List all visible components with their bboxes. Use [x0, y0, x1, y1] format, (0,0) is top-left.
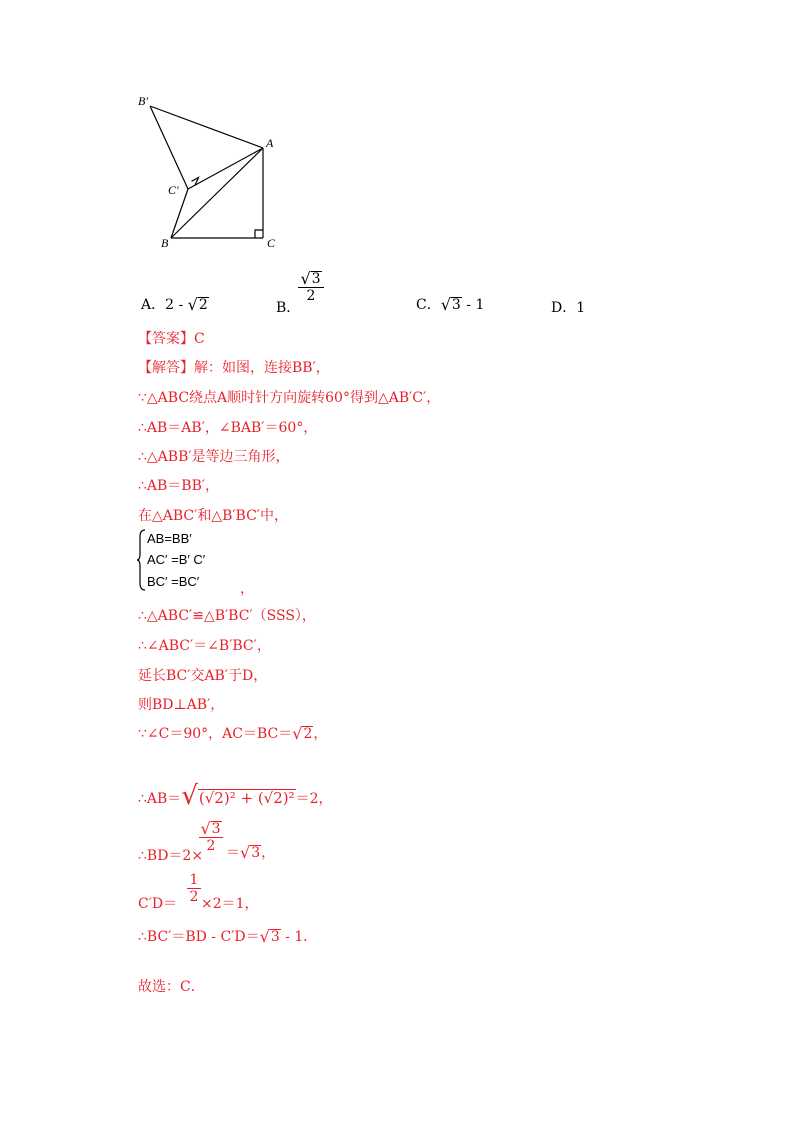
line-13-fraction: √3 2: [199, 820, 223, 854]
option-b-denominator: 2: [306, 288, 316, 305]
option-b-fraction: √3 2: [298, 270, 324, 304]
label-c: C: [267, 236, 276, 250]
option-c-suffix: - 1: [461, 297, 485, 313]
solution-line-10: 则BD⊥AB′，: [138, 697, 225, 713]
system-equation-1: AB=BB′: [147, 531, 192, 546]
solution-line-12: [138, 781, 333, 811]
option-c-sqrt: √3: [440, 295, 461, 314]
option-b-radicand: 3: [311, 271, 321, 287]
line-12-radicand: (√2)² + (√2)²: [198, 789, 295, 807]
segment-a-b: [171, 148, 263, 238]
line-13-sqrt: √3: [240, 843, 261, 862]
right-angle-mark-c: [255, 230, 263, 238]
segment-c-prime-a: [188, 148, 263, 189]
solution-line-13: [138, 845, 203, 865]
label-b-prime: B′: [138, 94, 148, 108]
line-15-sqrt: √3: [259, 927, 280, 946]
line-12-text: ∴AB＝: [138, 791, 182, 807]
line-14-numerator: 1: [189, 872, 199, 888]
solution-line-15: [138, 926, 317, 946]
solution-line-6: 在△ABC′和△B′BC′中，: [138, 508, 288, 524]
line-12-sqrt: √(√2)² + (√2)²: [181, 781, 295, 811]
line-11-suffix: ，: [313, 726, 328, 742]
solution-line-11: [138, 723, 327, 743]
option-c-radicand: 3: [451, 297, 461, 313]
system-brace: [137, 529, 147, 591]
option-c-prefix: C．: [416, 297, 441, 313]
option-a-radicand: 2: [198, 297, 208, 313]
solution-line-4: ∴△ABB′是等边三角形，: [138, 449, 290, 465]
line-13-text: ∴BD＝2×: [138, 848, 204, 864]
solution-line-7: ∴△ABC′≌△B′BC′（SSS），: [138, 608, 316, 624]
solution-line-14: [138, 893, 177, 913]
line-15-text: ∴BC′＝BD - C′D＝: [138, 929, 260, 945]
solution-line-16: 故选：C．: [138, 979, 205, 995]
label-b: B: [161, 236, 169, 250]
solution-line-5: ∴AB＝BB′，: [138, 478, 220, 494]
answer-line: 【答案】C: [138, 331, 205, 347]
line-14-text: C′D＝: [138, 896, 178, 912]
option-a-prefix: A．2 -: [141, 297, 184, 313]
system-equation-2: AC′ =B′ C′: [147, 552, 206, 567]
line-13-rest: [226, 842, 275, 862]
line-11-text: ∵∠C＝90°，AC＝BC＝: [138, 726, 293, 742]
solution-line-1: 【解答】解：如图，连接BB′，: [138, 360, 330, 376]
solution-line-8: ∴∠ABC′＝∠B′BC′，: [138, 638, 271, 654]
line-11-sqrt: √2: [292, 724, 313, 743]
line-13-frac-radicand: 3: [211, 821, 221, 837]
option-a-sqrt: √2: [187, 295, 208, 314]
line-12-suffix: ＝2，: [295, 791, 333, 807]
line-13-equals: ＝: [226, 845, 240, 861]
option-a: [141, 294, 209, 314]
line-13-radicand: 3: [251, 845, 261, 861]
line-13-frac-denominator: 2: [206, 838, 216, 855]
solution-line-3: ∴AB＝AB′，∠BAB′＝60°，: [138, 420, 318, 436]
solution-line-2: ∵△ABC绕点A顺时针方向旋转60°得到△AB′C′，: [138, 390, 441, 406]
label-c-prime: C′: [168, 183, 179, 197]
line-15-radicand: 3: [270, 929, 280, 945]
label-a: A: [266, 136, 274, 150]
geometry-figure: [135, 90, 285, 255]
system-equation-3: BC′ =BC′: [147, 574, 200, 589]
option-d: D．1: [551, 300, 586, 316]
solution-line-9: 延长BC′交AB′于D，: [138, 668, 268, 684]
system-comma: ，: [240, 581, 254, 597]
line-14-fraction: [187, 872, 201, 905]
line-15-suffix: - 1．: [280, 929, 318, 945]
option-c: [416, 294, 484, 314]
line-14-denominator: 2: [189, 889, 199, 905]
option-b-label: B．: [276, 300, 301, 316]
line-11-radicand: 2: [303, 726, 313, 742]
line-13-suffix: ，: [261, 845, 276, 861]
line-14-rest: ×2＝1，: [201, 896, 259, 912]
